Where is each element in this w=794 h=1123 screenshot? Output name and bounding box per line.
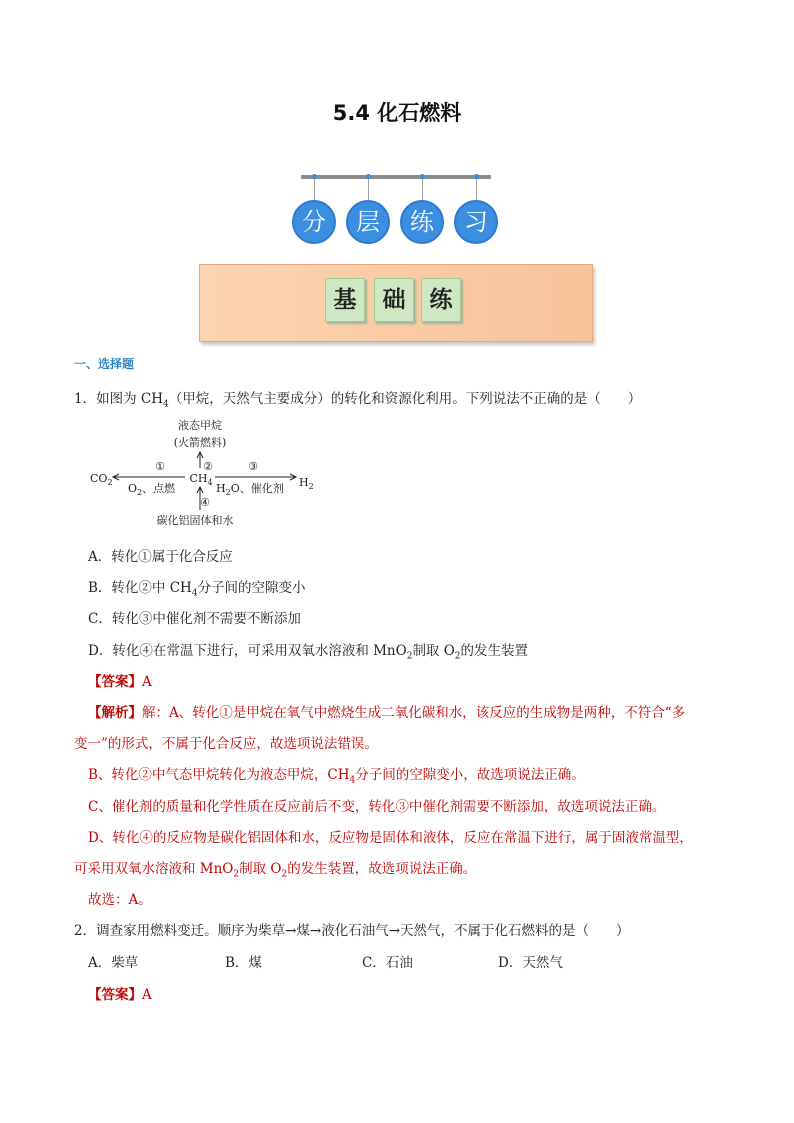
panel-char-2: 础 <box>374 278 414 322</box>
reaction-diagram <box>88 418 328 530</box>
q1-option-b: B．转化②中 $CH_4$分子间的空隙变小 <box>88 580 306 599</box>
q1-analysis-line-3: B、转化②中气态甲烷转化为液态甲烷，$CH_4$分子间的空隙变小，故选项说法正确。 <box>88 767 585 786</box>
q2-stem: 2．调查家用燃料变迁。顺序为柴草→煤→液化石油气→天然气，不属于化石燃料的是（ ） <box>74 923 630 939</box>
diagram-center: $CH_4$ <box>189 472 213 487</box>
diagram-num-4: ④ <box>200 496 210 509</box>
q1-stem: 1．如图为 $CH_4$（甲烷，天然气主要成分）的转化和资源化利用。下列说法不正确的是（ ） <box>74 391 642 410</box>
q1-conclusion: 故选：A。 <box>88 892 152 908</box>
diagram-right-product: $H_2$ <box>299 476 314 491</box>
q1-analysis-line-2: 变一”的形式，不属于化合反应，故选项说法错误。 <box>74 736 378 752</box>
diagram-top-sublabel: (火箭燃料) <box>173 436 227 449</box>
banner-string <box>368 179 369 202</box>
q1-answer: 【答案】A <box>88 674 152 690</box>
q1-analysis-line-4: C、催化剂的质量和化学性质在反应前后不变，转化③中催化剂需要不断添加，故选项说法正确。 <box>88 799 666 815</box>
banner-char-3: 练 <box>400 200 444 244</box>
panel-char-3: 练 <box>421 278 461 322</box>
q1-option-d: D．转化④在常温下进行，可采用双氧水溶液和 MnO$_2$制取 $O_2$的发生装置 <box>88 643 529 662</box>
q1-analysis-line-1: 【解析】解：A、转化①是甲烷在氧气中燃烧生成二氧化碳和水，该反应的生成物是两种，不符合“多 <box>88 705 686 721</box>
q2-answer: 【答案】A <box>88 987 152 1003</box>
q1-option-a: A．转化①属于化合反应 <box>88 549 233 565</box>
q2-option-a: A．柴草 <box>88 955 139 971</box>
diagram-bottom-reactant: 碳化铝固体和水 <box>156 514 234 527</box>
panel-char-1: 基 <box>325 278 365 322</box>
banner-bar <box>301 175 491 179</box>
banner-char-4: 习 <box>454 200 498 244</box>
q1-analysis-line-6: 可采用双氧水溶液和 MnO$_2$制取 $O_2$的发生装置，故选项说法正确。 <box>74 861 477 880</box>
diagram-num-3: ③ <box>248 460 258 473</box>
banner-char-1: 分 <box>292 200 336 244</box>
diagram-top-label: 液态甲烷 <box>178 419 222 432</box>
banner-char-2: 层 <box>346 200 390 244</box>
banner-string <box>422 179 423 202</box>
diagram-left-condition: $O_2$、点燃 <box>128 482 176 497</box>
q1-option-c: C．转化③中催化剂不需要不断添加 <box>88 611 301 627</box>
diagram-num-2: ② <box>203 460 213 473</box>
page-title: 5.4 化石燃料 <box>332 101 462 125</box>
diagram-right-condition: $H_2O$、催化剂 <box>216 482 284 497</box>
diagram-left-product: $CO_2$ <box>90 472 113 487</box>
diagram-num-1: ① <box>155 460 165 473</box>
section-heading: 一、选择题 <box>74 357 135 371</box>
q1-analysis-line-5: D、转化④的反应物是碳化铝固体和水，反应物是固体和液体，反应在常温下进行，属于固液常温型， <box>88 830 693 846</box>
q2-option-b: B．煤 <box>225 955 262 971</box>
q2-option-c: C．石油 <box>362 955 413 971</box>
banner-string <box>314 179 315 202</box>
q2-option-d: D．天然气 <box>498 955 563 971</box>
banner-string <box>476 179 477 202</box>
